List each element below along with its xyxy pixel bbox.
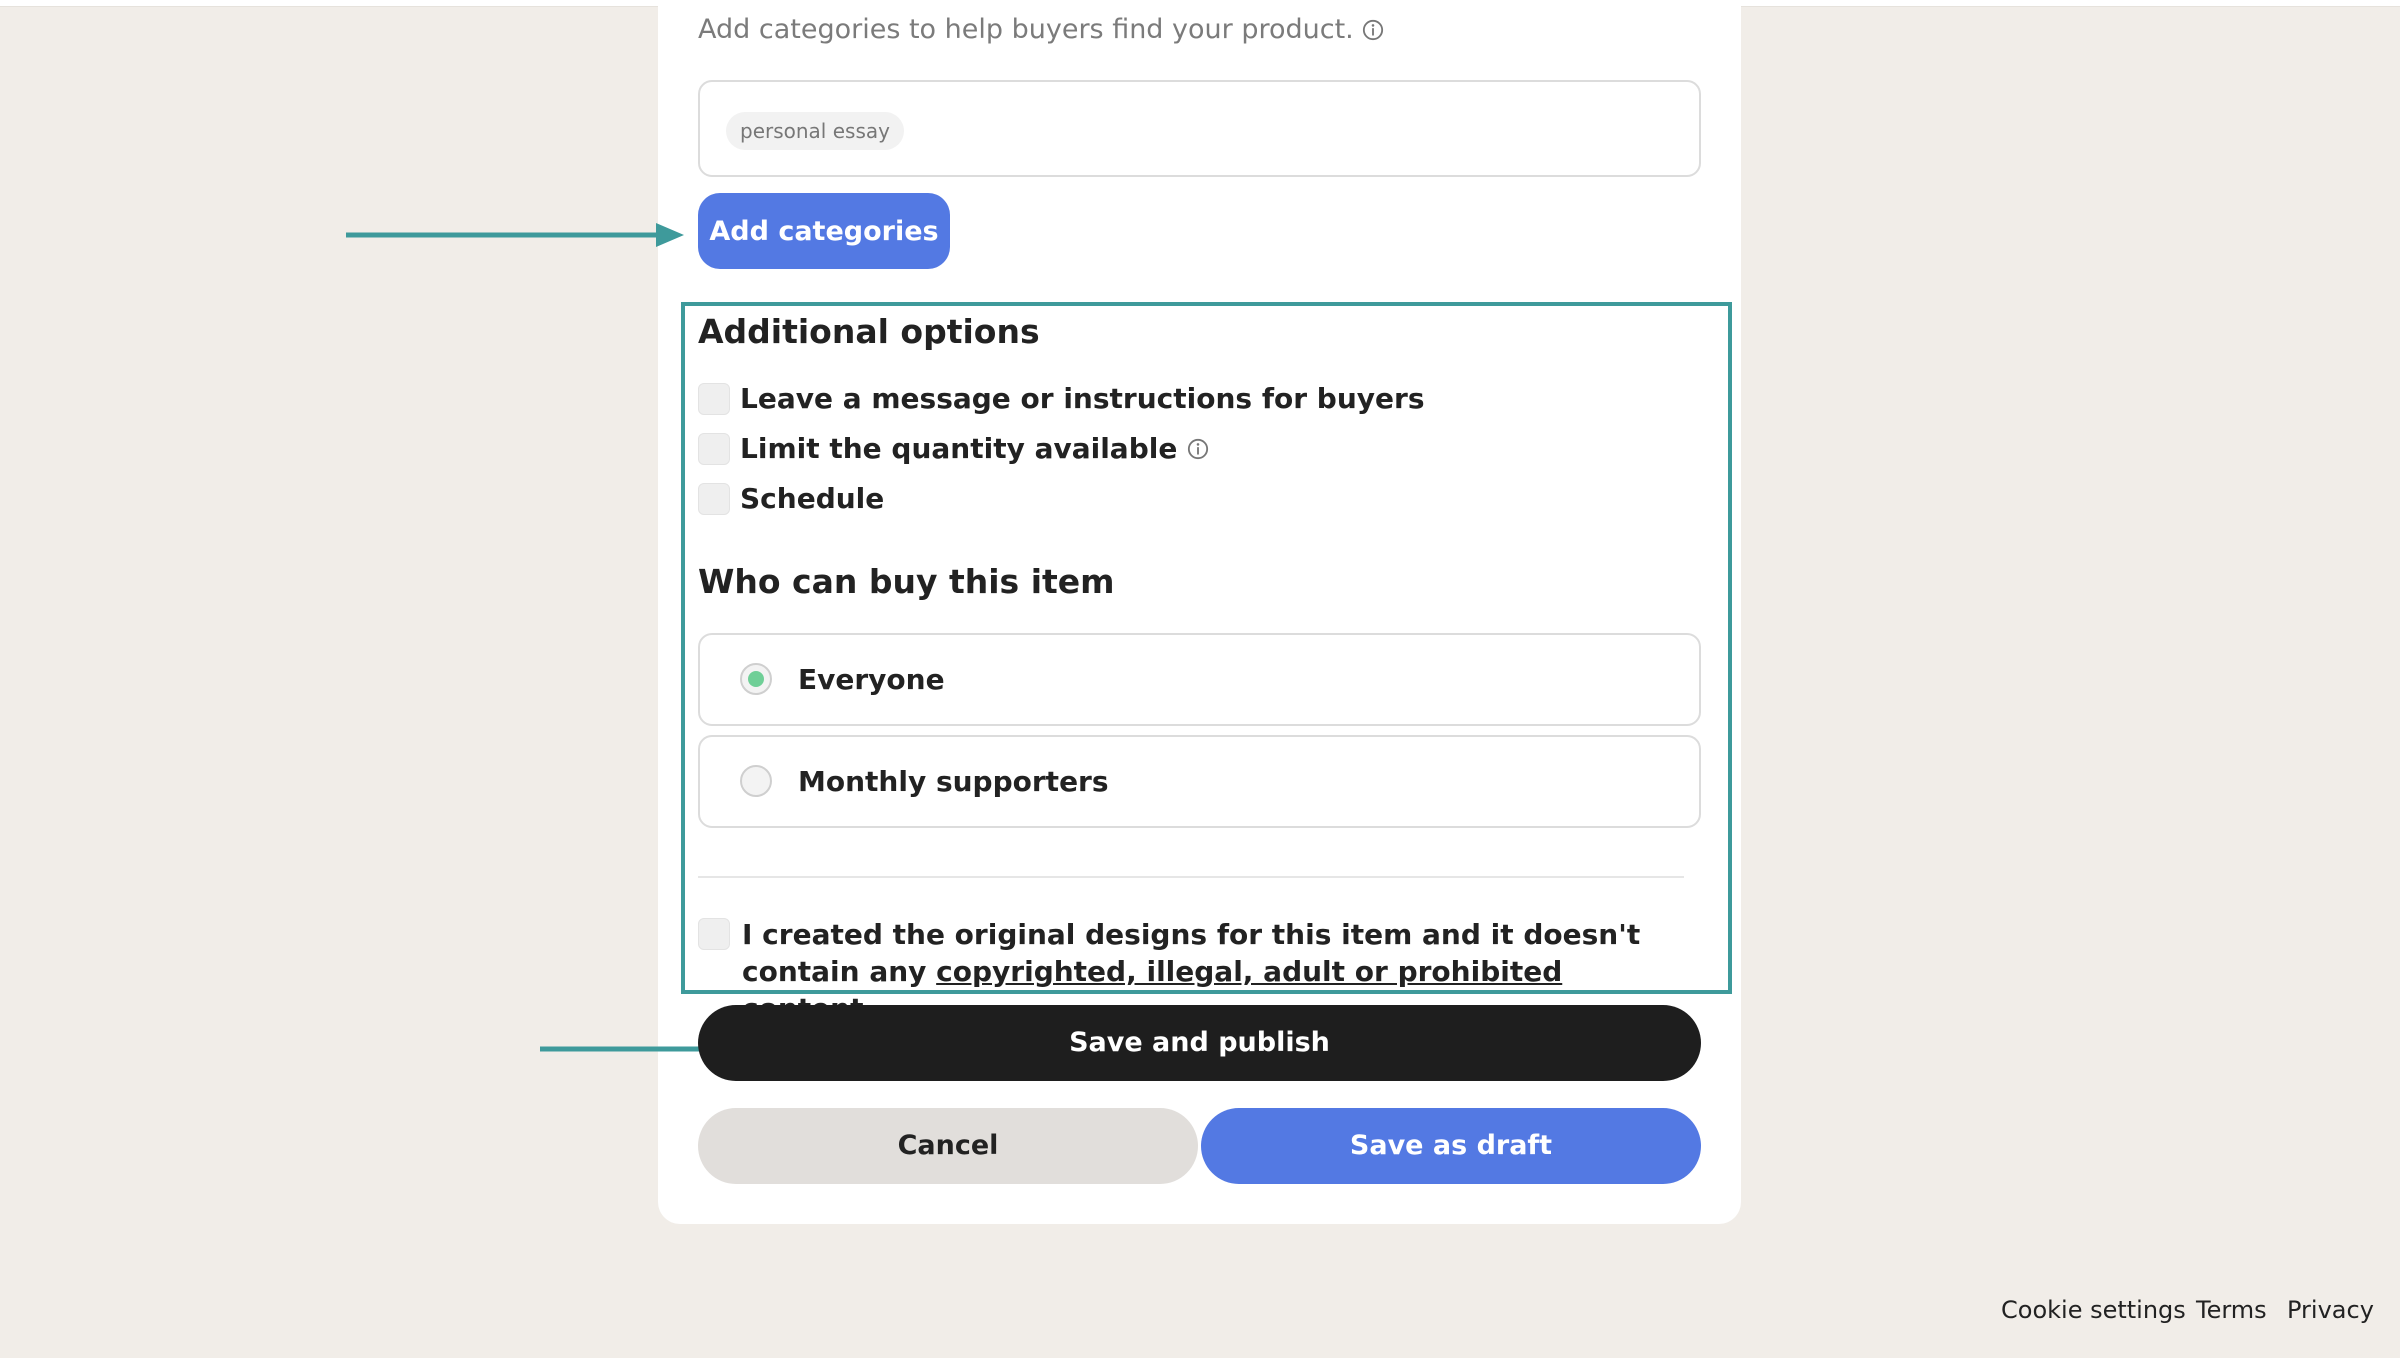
save-as-draft-button[interactable]: Save as draft	[1201, 1108, 1701, 1184]
info-icon[interactable]	[1187, 438, 1209, 460]
terms-link[interactable]: Terms	[2196, 1296, 2267, 1324]
message-checkbox[interactable]	[698, 383, 730, 415]
option-message-label: Leave a message or instructions for buyers	[740, 382, 1425, 415]
add-categories-button[interactable]: Add categories	[698, 193, 950, 269]
option-schedule-label: Schedule	[740, 482, 885, 515]
category-chip[interactable]: personal essay	[726, 112, 904, 150]
schedule-checkbox[interactable]	[698, 483, 730, 515]
info-icon[interactable]	[1362, 19, 1384, 41]
annotation-arrow-add-categories	[340, 220, 690, 250]
additional-options-title: Additional options	[698, 312, 1040, 351]
monthly-supporters-label: Monthly supporters	[798, 765, 1109, 798]
save-and-publish-button[interactable]: Save and publish	[698, 1005, 1701, 1081]
who-can-buy-title: Who can buy this item	[698, 562, 1115, 601]
categories-input[interactable]	[698, 80, 1701, 177]
option-schedule[interactable]	[698, 482, 884, 515]
option-limit-quantity[interactable]	[698, 432, 1209, 465]
categories-hint	[698, 14, 1384, 45]
radio-option-everyone[interactable]	[698, 633, 1701, 726]
limit-quantity-checkbox[interactable]	[698, 433, 730, 465]
everyone-radio[interactable]	[740, 663, 772, 695]
prohibited-content-link[interactable]: copyrighted, illegal, adult or prohibited	[936, 955, 1563, 988]
agreement-text: I created the original designs for this item and it doesn't contain any	[742, 918, 1641, 988]
option-limit-quantity-label: Limit the quantity available	[740, 432, 1178, 465]
radio-option-monthly-supporters[interactable]	[698, 735, 1701, 828]
privacy-link[interactable]: Privacy	[2287, 1296, 2374, 1324]
agreement-checkbox[interactable]	[698, 918, 730, 950]
categories-hint-text: Add categories to help buyers find your product.	[698, 14, 1354, 45]
cookie-settings-link[interactable]: Cookie settings	[2001, 1296, 2186, 1324]
everyone-label: Everyone	[798, 663, 945, 696]
cancel-button[interactable]: Cancel	[698, 1108, 1198, 1184]
monthly-supporters-radio[interactable]	[740, 765, 772, 797]
divider	[698, 876, 1684, 878]
option-message[interactable]	[698, 382, 1424, 415]
